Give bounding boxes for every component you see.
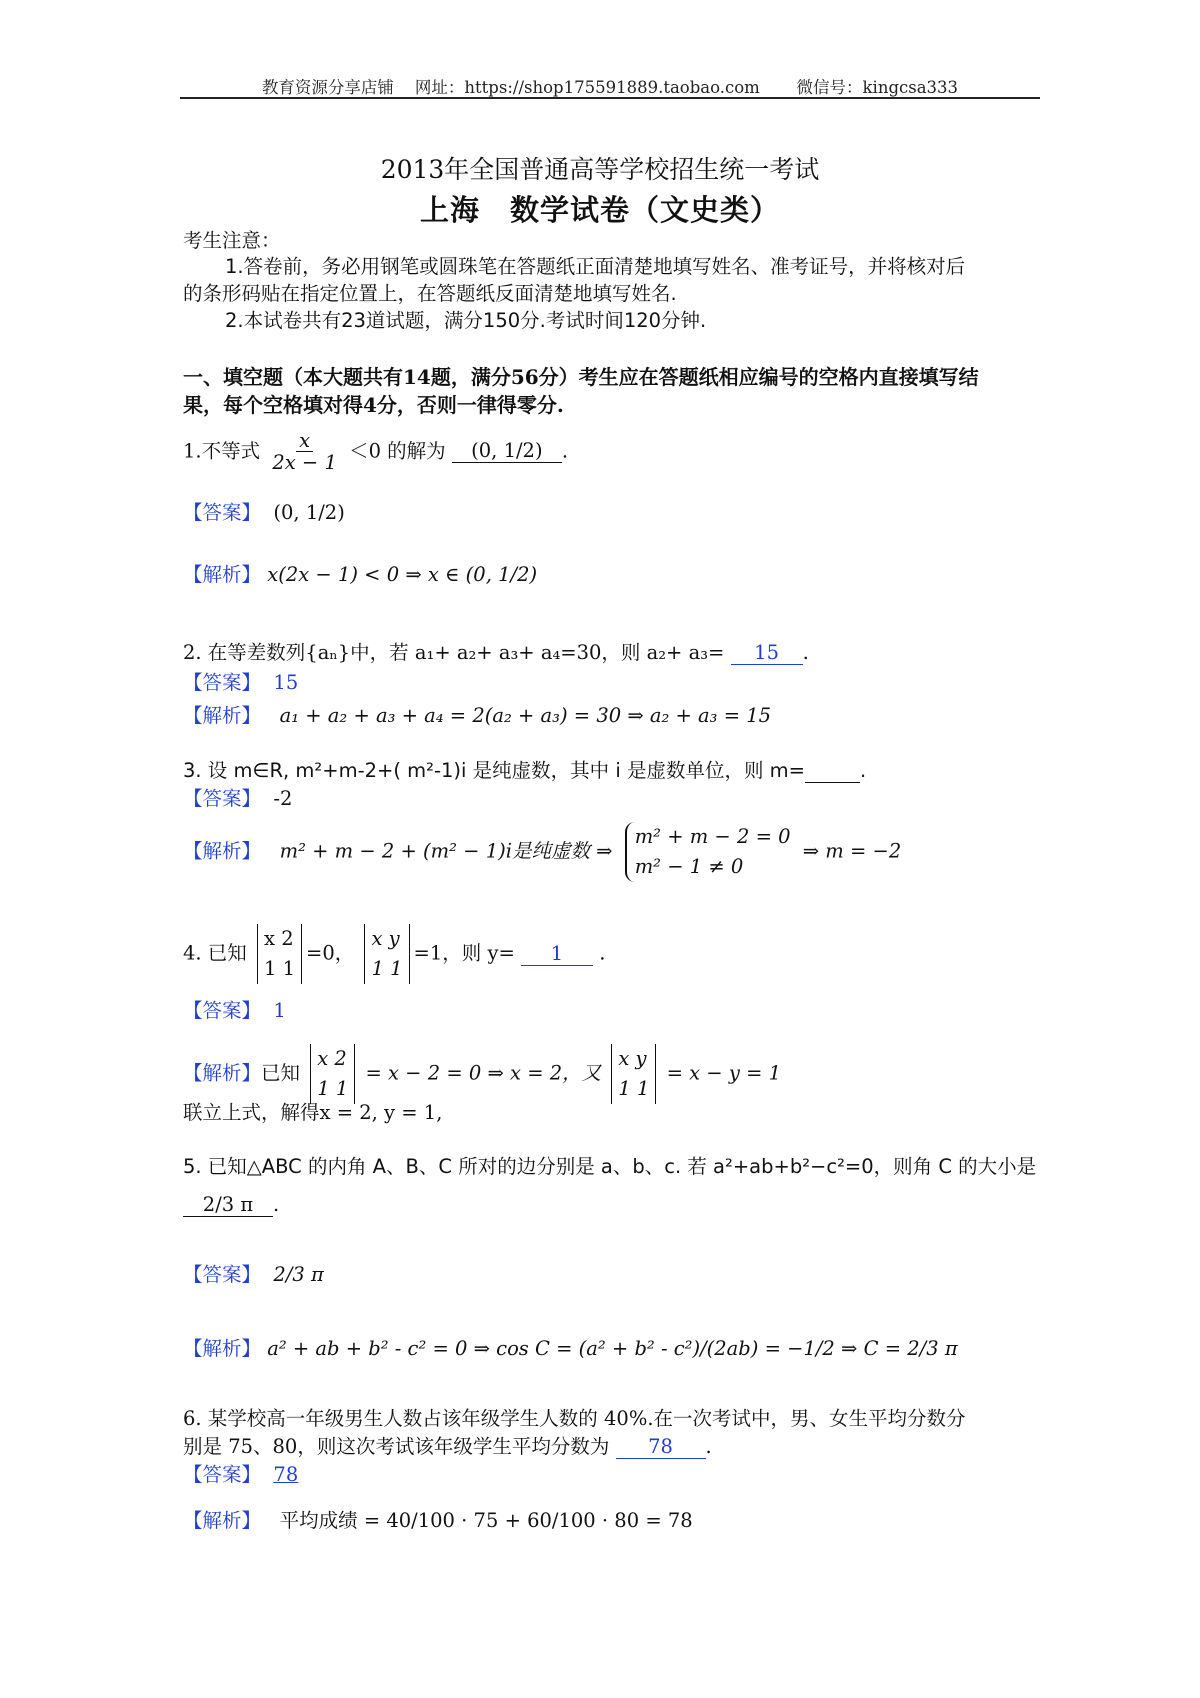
q4-analysis-det-1: x 2 1 1 bbox=[310, 1044, 355, 1104]
section-heading-1: 一、填空题（本大题共有14题，满分56分）考生应在答题纸相应编号的空格内直接填写结 bbox=[183, 365, 979, 389]
q5-answer: 【答案】 2/3 π bbox=[183, 1263, 324, 1286]
q6-analysis-value: 平均成绩 = 40/100 · 75 + 60/100 · 80 = 78 bbox=[279, 1509, 693, 1532]
q2-text: 2. 在等差数列{aₙ}中，若 a₁+ a₂+ a₃+ a₄=30，则 a₂+ a₃= bbox=[183, 641, 725, 664]
q6-blank: 78 bbox=[616, 1436, 706, 1459]
q3-system: m² + m − 2 = 0 m² − 1 ≠ 0 bbox=[625, 822, 791, 882]
q4-answer: 【答案】 1 bbox=[183, 999, 286, 1022]
q2-answer: 【答案】 15 bbox=[183, 671, 299, 694]
header-divider bbox=[180, 97, 1040, 99]
q3-analysis: 【解析】 m² + m − 2 + (m² − 1)i是纯虚数 ⇒ m² + m − 2 = 0 m² − 1 ≠ 0 ⇒ m = −2 bbox=[183, 822, 901, 882]
q4-eq2: =1，则 y= bbox=[413, 941, 515, 965]
q4-stem: 4. 已知 x 2 1 1 =0， x y 1 1 =1，则 y= 1 . bbox=[183, 924, 605, 984]
q1-answer: 【答案】 (0, 1/2) bbox=[183, 501, 345, 524]
q3-text: 3. 设 m∈R, m²+m-2+( m²-1)i 是纯虚数，其中 i 是虚数单位，则 m= bbox=[183, 759, 805, 782]
q3-analysis-right: ⇒ m = −2 bbox=[802, 839, 902, 863]
q5-analysis-value: a² + ab + b² - c² = 0 ⇒ cos C = (a² + b² - c²)/(2ab) = −1/2 ⇒ C = 2/3 π bbox=[267, 1337, 958, 1360]
exam-title: 2013年全国普通高等学校招生统一考试 bbox=[380, 155, 820, 184]
q1-answer-value: (0, 1/2) bbox=[273, 501, 345, 524]
exam-subtitle: 上海 数学试卷（文史类） bbox=[419, 193, 780, 227]
notice-heading: 考生注意： bbox=[183, 229, 281, 252]
url-label: 网址： bbox=[414, 78, 465, 97]
shop-url[interactable]: https://shop175591889.taobao.com bbox=[464, 78, 760, 97]
q4-analysis-mid: = x − 2 = 0 ⇒ x = 2，又 bbox=[365, 1061, 602, 1085]
q4-determinant-1: x 2 1 1 bbox=[257, 924, 302, 984]
q6-analysis: 【解析】 平均成绩 = 40/100 · 75 + 60/100 · 80 = 78 bbox=[183, 1509, 693, 1532]
q5-blank: 2/3 π bbox=[183, 1194, 273, 1217]
q5-blank-line: 2/3 π . bbox=[183, 1192, 279, 1218]
page-header bbox=[180, 74, 1040, 98]
q4-analysis-prefix: 已知 bbox=[261, 1061, 301, 1085]
q2-blank: 15 bbox=[731, 642, 803, 665]
q5-stem: 5. 已知△ABC 的内角 A、B、C 所对的边分别是 a、b、c. 若 a²+ab+b²−c²=0，则角 C 的大小是 bbox=[183, 1155, 1037, 1178]
q2-answer-value: 15 bbox=[273, 671, 299, 694]
q6-stem-2: 别是 75、80，则这次考试该年级学生平均分数为 78 . bbox=[183, 1435, 712, 1458]
q4-determinant-2: x y 1 1 bbox=[364, 924, 409, 984]
q1-mid: ＜0 的解为 bbox=[349, 439, 446, 463]
q1-prefix: 1.不等式 bbox=[183, 439, 261, 463]
q4-eq1: =0， bbox=[306, 941, 355, 965]
notice-item-2: 2.本试卷共有23道试题，满分150分.考试时间120分钟. bbox=[225, 309, 707, 332]
q4-analysis-line2: 联立上式，解得x = 2, y = 1, bbox=[183, 1101, 443, 1124]
q1-blank: (0, 1/2) bbox=[452, 440, 562, 463]
q2-stem: 2. 在等差数列{aₙ}中，若 a₁+ a₂+ a₃+ a₄=30，则 a₂+ a₃= 15 . bbox=[183, 641, 809, 664]
notice-item-1b: 的条形码贴在指定位置上，在答题纸反面清楚地填写姓名. bbox=[183, 282, 677, 305]
shop-name: 教育资源分享店铺 bbox=[261, 78, 394, 97]
q4-prefix: 4. 已知 bbox=[183, 941, 247, 965]
q3-answer-value: -2 bbox=[273, 787, 293, 810]
section-heading-2: 果，每个空格填对得4分，否则一律得零分. bbox=[183, 393, 564, 417]
q3-answer: 【答案】 -2 bbox=[183, 787, 293, 810]
q1-analysis: 【解析】 x(2x − 1) < 0 ⇒ x ∈ (0, 1/2) bbox=[183, 563, 538, 586]
q4-analysis: 【解析】已知 x 2 1 1 = x − 2 = 0 ⇒ x = 2，又 x y 1 1 = x − y = 1 bbox=[183, 1044, 781, 1104]
q3-analysis-left: m² + m − 2 + (m² − 1)i是纯虚数 ⇒ bbox=[279, 839, 613, 863]
q5-answer-value: 2/3 π bbox=[273, 1263, 324, 1286]
q3-stem: 3. 设 m∈R, m²+m-2+( m²-1)i 是纯虚数，其中 i 是虚数单位，则 m= . bbox=[183, 759, 867, 782]
q6-answer-value: 78 bbox=[273, 1463, 299, 1486]
q6-text: 别是 75、80，则这次考试该年级学生平均分数为 bbox=[183, 1435, 610, 1458]
q2-analysis-value: a₁ + a₂ + a₃ + a₄ = 2(a₂ + a₃) = 30 ⇒ a₂ + a₃ = 15 bbox=[279, 704, 772, 727]
wechat-label: 微信号： bbox=[796, 78, 863, 97]
notice-item-1a: 1.答卷前，务必用钢笔或圆珠笔在答题纸正面清楚地填写姓名、准考证号，并将核对后 bbox=[225, 255, 966, 278]
q2-analysis: 【解析】 a₁ + a₂ + a₃ + a₄ = 2(a₂ + a₃) = 30 ⇒ a₂ + a₃ = 15 bbox=[183, 704, 772, 727]
wechat-id: kingcsa333 bbox=[862, 78, 959, 97]
q4-answer-value: 1 bbox=[273, 999, 286, 1022]
q1-analysis-value: x(2x − 1) < 0 ⇒ x ∈ (0, 1/2) bbox=[267, 563, 538, 586]
q1-fraction: $\frac{x}{2x - 1}$ bbox=[272, 429, 337, 475]
q6-answer: 【答案】 78 bbox=[183, 1463, 299, 1486]
q4-blank: 1 bbox=[521, 943, 593, 966]
q1-stem: 1.不等式 $\frac{x}{2x - 1}$ ＜0 的解为 (0, 1/2) . bbox=[183, 429, 569, 475]
q6-stem-1: 6. 某学校高一年级男生人数占该年级学生人数的 40%.在一次考试中，男、女生平均分数分 bbox=[183, 1407, 966, 1430]
q3-blank bbox=[805, 760, 860, 783]
q4-analysis-end: = x − y = 1 bbox=[666, 1061, 782, 1085]
q5-analysis: 【解析】 a² + ab + b² - c² = 0 ⇒ cos C = (a² + b² - c²)/(2ab) = −1/2 ⇒ C = 2/3 π bbox=[183, 1337, 958, 1360]
q4-analysis-det-2: x y 1 1 bbox=[611, 1044, 656, 1104]
